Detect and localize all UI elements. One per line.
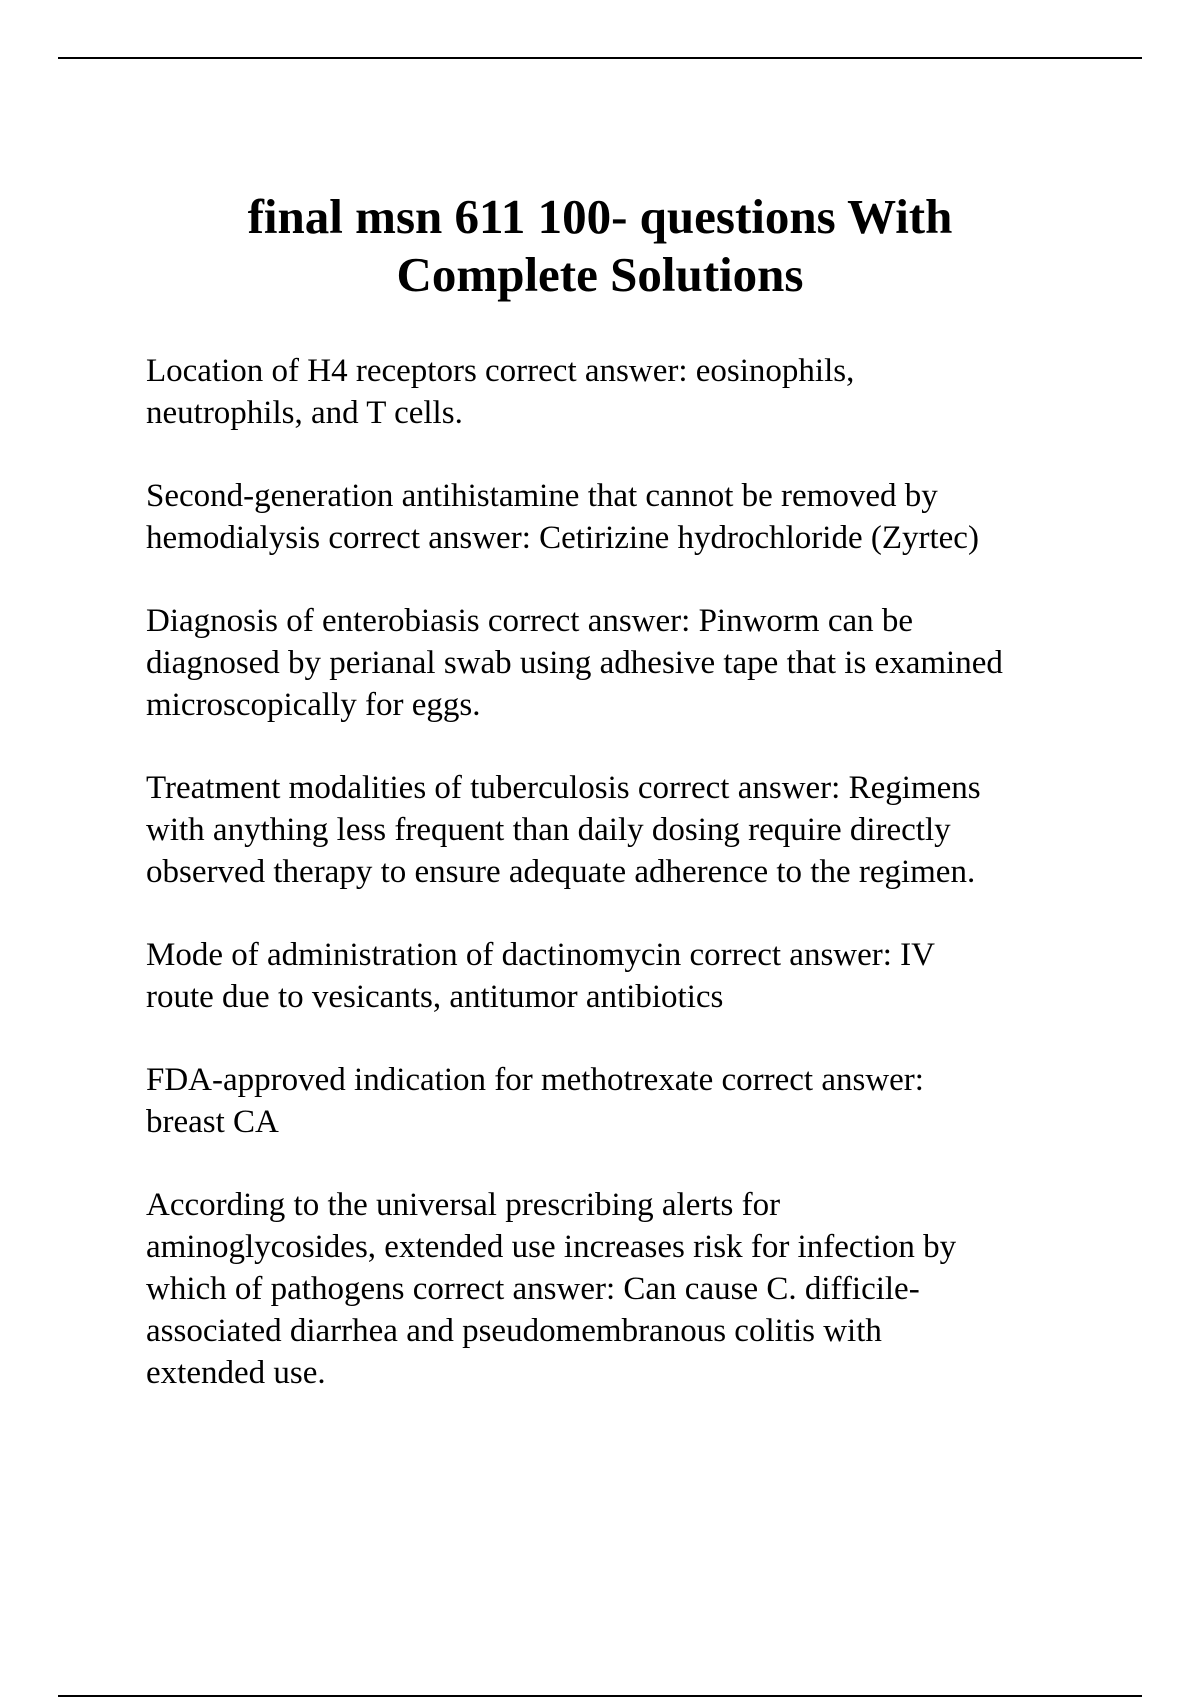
title-line-1: final msn 611 100- questions With	[247, 189, 953, 244]
question-answer-list	[146, 350, 1106, 1435]
qa-item-methotrexate: FDA-approved indication for methotrexate correct answer: breast CA	[146, 1062, 924, 1140]
title-line-2: Complete Solutions	[396, 247, 804, 302]
qa-item-antihistamine: Second-generation antihistamine that cannot be removed by hemodialysis correct answer: Cetirizine hydrochloride (Zyrtec)	[146, 478, 979, 556]
qa-item-dactinomycin: Mode of administration of dactinomycin correct answer: IV route due to vesicants, antitumor antibiotics	[146, 937, 936, 1015]
document-title	[120, 188, 1080, 304]
bottom-rule	[58, 1695, 1142, 1697]
qa-item-enterobiasis: Diagnosis of enterobiasis correct answer: Pinworm can be diagnosed by perianal swab using adhesive tape that is examined microscopically for eggs.	[146, 603, 1003, 723]
top-rule	[58, 57, 1142, 59]
qa-item-h4-receptors: Location of H4 receptors correct answer: eosinophils, neutrophils, and T cells.	[146, 353, 855, 431]
qa-item-aminoglycosides: According to the universal prescribing alerts for aminoglycosides, extended use increases risk for infection by which of pathogens correct answer: Can cause C. difficile- associated diarrhea and pseudomembranous colitis with extended use.	[146, 1187, 957, 1391]
qa-item-tuberculosis: Treatment modalities of tuberculosis correct answer: Regimens with anything less frequent than daily dosing require directly observed therapy to ensure adequate adherence to the regimen.	[146, 770, 981, 890]
